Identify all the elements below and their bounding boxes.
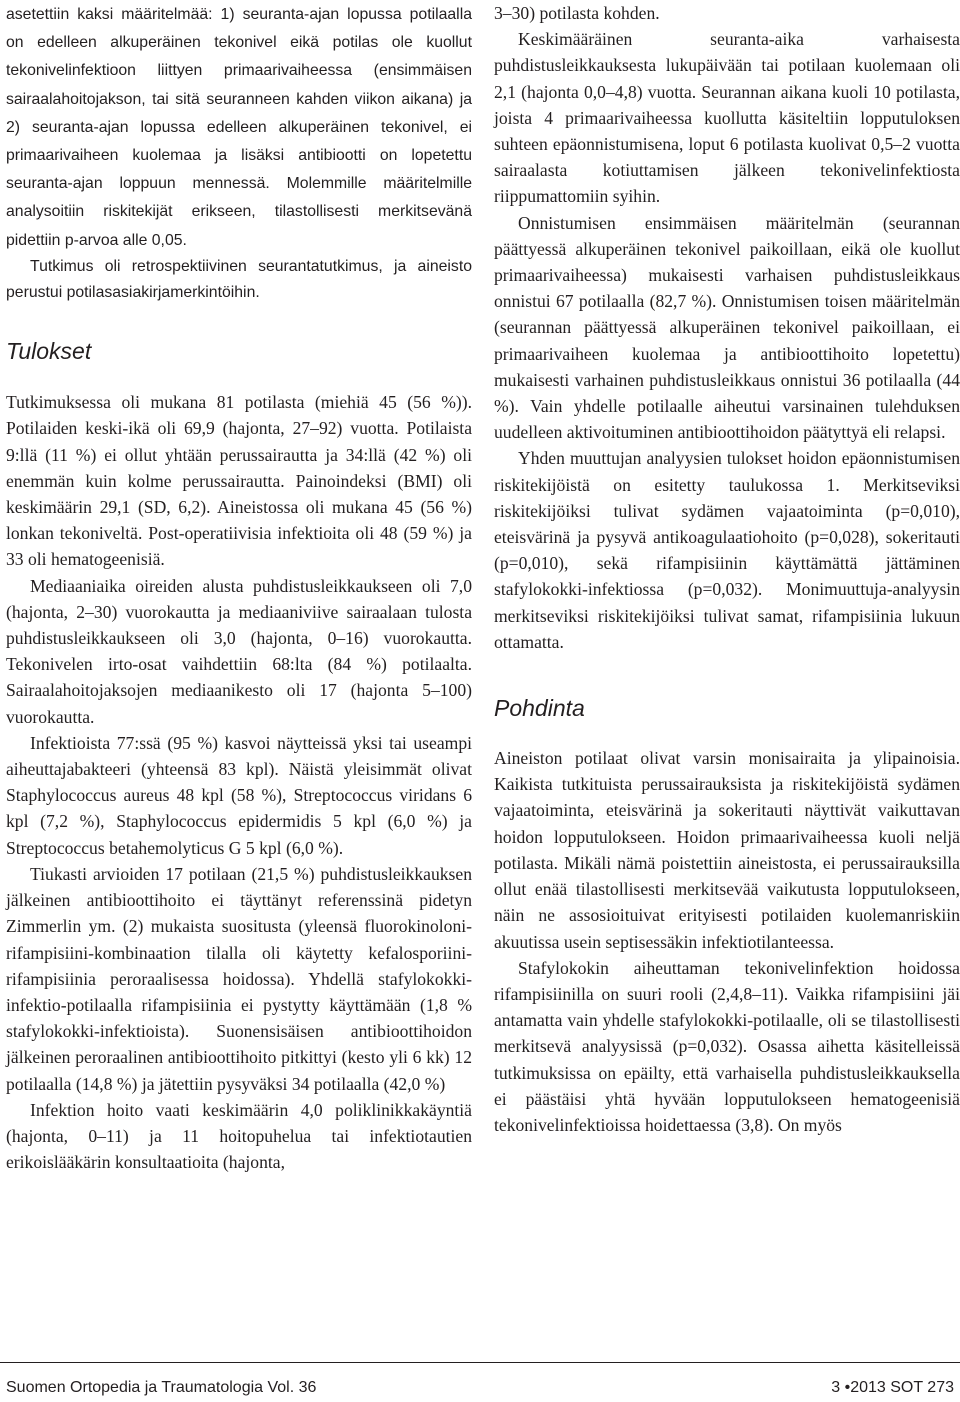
followup-paragraph: Keskimääräinen seuranta-aika varhaisesta puhdistusleikkauksesta lukupäivään tai potilaan kuolemaan oli 2,1 (hajonta 0,0‒4,8) vuotta. Seurannan aikana kuoli 10 potilasta, joista 4 primaarivaiheessa kuollutta käsiteltiin lopputuloksen suhteen epäonnistumisena, loput 6 potilasta kuolivat 0,5‒2 vuotta sairaalasta kotiuttamisen jälkeen tekonivelinfektiosta riippumattomiin syihin. <box>494 29 960 207</box>
footer-journal: Suomen Ortopedia ja Traumatologia Vol. 36 <box>6 1379 317 1396</box>
footer-issue-page: 3 •2013 SOT 273 <box>831 1379 954 1396</box>
results-paragraph-5: Infektion hoito vaati keskimäärin 4,0 poliklinikkakäyntiä (hajonta, 0‒11) ja 11 hoitopuhelua tai infektiotautien erikoislääkärin konsultaatioita (hajonta, <box>6 1099 472 1173</box>
intro-paragraph <box>6 0 472 254</box>
intro-text: asetettiin kaksi määritelmää: 1) seuranta-ajan lopussa potilaalla on edelleen alkuperäinen tekonivel eikä potilas ole kuollut tekonivelinfektioon liittyen primaarivaiheessa (ensimmäisen sairaalahoitojakson, tai sitä seuranneen kahden viikon aikana) ja 2) seuranta-ajan lopussa edelleen alkuperäinen tekonivel, ei primaarivaiheen kuolemaa ja lisäksi antibiootti on lopetettu seuranta-ajan loppuun mennessä. <box>6 6 472 193</box>
risk-factors-paragraph: Yhden muuttujan analyysien tulokset hoidon epäonnistumisen riskitekijöistä on esitetty taulukossa 1. Merkitseviksi riskitekijöiksi tulivat sydämen vajaatoiminta (p=0,010), eteisvärinä ja pysyvä antikoagulaatiohoito (p=0,028), sokeritauti (p=0,010), sekä rifampisiinin käyttämättä jättäminen stafylokokki-infektiossa (p=0,032). Monimuuttuja-analyysin merkitseviksi riskitekijöiksi tulivat samat, rifampisiinia lukuun ottamatta. <box>494 448 960 652</box>
footer-divider <box>0 1362 960 1363</box>
study-paragraph: Tutkimus oli retrospektiivinen seurantatutkimus, ja aineisto perustui potilasasiakirjamerkintöihin. <box>6 257 472 302</box>
results-paragraph-1: Tutkimuksessa oli mukana 81 potilasta (miehiä 45 (56 %)). Potilaiden keski-ikä oli 69,9 (hajonta, 27‒92) vuotta. Potilaista 9:llä (11 %) ei ollut yhtään perussairautta ja 34:llä (42 %) oli enemmän kuin kolme perussairautta. Painoindeksi (BMI) oli keskimäärin 29,1 (SD, 6,2). Aineistossa oli mukana 45 (56 %) lonkan tekoniveltä. Post-operatiivisia infektioita oli 48 (59 %) ja 33 oli hematogeenisiä. <box>6 392 472 570</box>
results-paragraph-4: Tiukasti arvioiden 17 potilaan (21,5 %) puhdistusleikkauksen jälkeinen antibioottihoito ei täyttänyt referenssinä pidetyn Zimmerlin ym. (2) mukaista suositusta (yleensä fluorokinoloni-rifampisiini-kombinaation tilalla oli käytetty kefalosporiini-rifampisiinia peroraalisessa hoidossa). Yhdellä stafylokokki-infektio-potilaalla rifampisiinia ei pystytty käyttämään (1,8 % stafylokokki-infektioista). Suonensisäisen antibioottihoidon jälkeinen peroraalinen antibioottihoito pitkittyi (kesto yli 6 kk) 12 potilaalla (14,8 %) ja jätettiin pysyväksi 34 potilaalla (42,0 %) <box>6 863 472 1094</box>
continued-paragraph: 3‒30) potilasta kohden. <box>494 3 660 23</box>
discussion-heading: Pohdinta <box>494 695 585 722</box>
discussion-paragraph-1: Aineiston potilaat olivat varsin monisairaita ja ylipainoisia. Kaikista tutkituista perussairauksista ja riskitekijöistä sydämen vajaatoiminta, eteisvärinä ja sokeritauti näyttivät vaikuttavan hoidon lopputulokseen. Hoidon primaarivaiheessa kuoli neljä potilasta. Mikäli nämä poistettiin aineistosta, ei perussairauksilla ollut enää tilastollisesti merkitsevää vaikutusta lopputulokseen, näin ne assosioituivat erityisesti potilaiden kuolemanriskiin akuutissa usein septisessäkin infektiotilanteessa. <box>494 748 960 952</box>
results-heading: Tulokset <box>6 338 92 365</box>
success-paragraph: Onnistumisen ensimmäisen määritelmän (seurannan päättyessä alkuperäinen tekonivel paikoillaan, eikä ole kuollut primaarivaiheessa) mukaisesti varhaisen puhdistusleikkaus onnistui 67 potilaalla (82,7 %). Onnistumisen toisen määritelmän (seurannan päättyessä alkuperäinen tekonivel paikoillaan, ei primaarivaiheen kuolemaa ja antibioottihoito lopetettu) mukaisesti varhainen puhdistusleikkaus onnistui 36 potilaalla (44 %). Vain yhdelle potilaalle aiheutui varsinainen tulehduksen uudelleen aktivoituminen antibioottihoidon päätyttyä eli relapsi. <box>494 212 960 443</box>
right-column <box>494 0 960 1138</box>
results-paragraph-3: Infektioista 77:ssä (95 %) kasvoi näytteissä yksi tai useampi aiheuttajabakteeri (yhteensä 83 kpl). Näistä yleisimmät olivat Staphylococcus aureus 48 kpl (58 %), Streptococcus viridans 6 kpl (7,2 %), Staphylococcus epidermidis 5 kpl (6,0 %) ja Streptococcus betahemolyticus G 5 kpl (6,0 %). <box>6 732 472 858</box>
discussion-paragraph-2: Stafylokokin aiheuttaman tekonivelinfektion hoidossa rifampisiinilla on suuri rooli (2,4,8‒11). Vaikka rifampisiini jäi antamatta vain yhdelle stafylokokki-potilaalle, oli se tilastollisesti merkitsevä analyysissä (p=0,032). Osassa aihetta käsitelleissä tutkimuksissa on epäilty, että varhaisella puhdistusleikkauksella ei päästäisi yhtä hyvään lopputulokseen hematogeenisiä tekonivelinfektioissa hoidettaessa (3,8). On myös <box>494 957 960 1135</box>
intro-text-tail: Molemmille määritelmille analysoitiin riskitekijät erikseen, tilastollisesti merkitsevänä pidettiin p-arvoa alle 0,05. <box>6 175 473 249</box>
results-paragraph-2: Mediaaniaika oireiden alusta puhdistusleikkaukseen oli 7,0 (hajonta, 2‒30) vuorokautta ja mediaaniviive sairaalaan tulosta puhdistusleikkaukseen oli 3,0 (hajonta, 0‒16) vuorokautta. Tekonivelen irto-osat vaihdettiin 68:lta (84 %) potilaalta. Sairaalahoitojaksojen mediaanikesto oli 17 (hajonta 5‒100) vuorokautta. <box>6 575 472 727</box>
left-column <box>6 0 472 1175</box>
